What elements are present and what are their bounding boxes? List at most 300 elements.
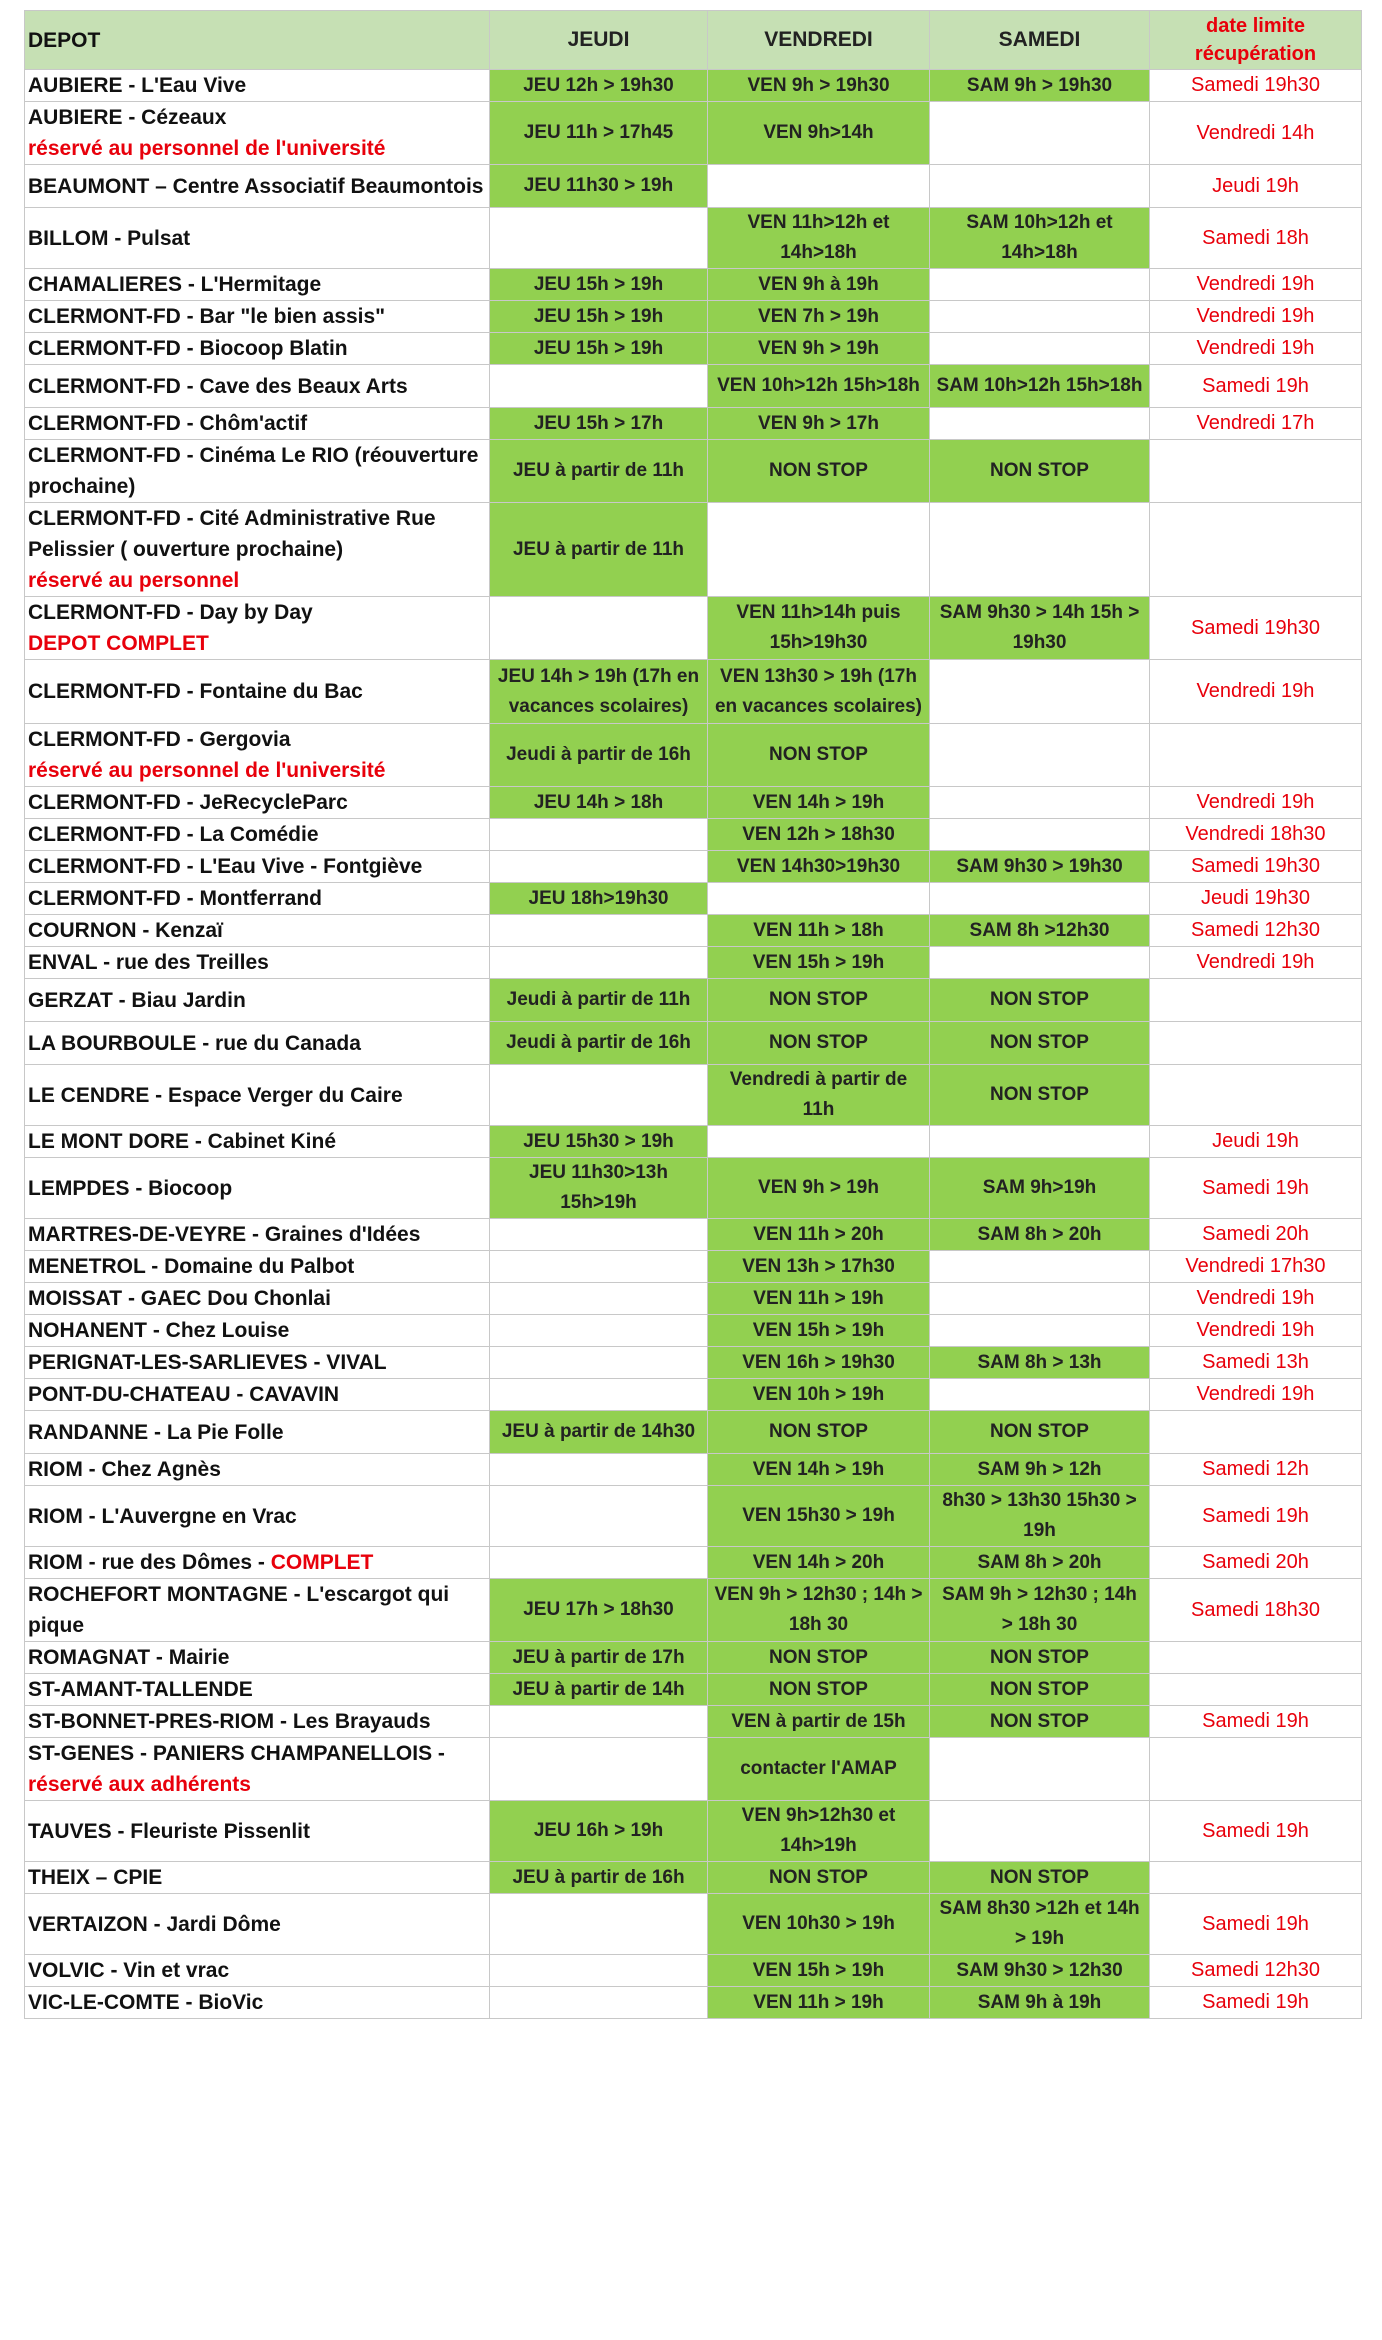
- vendredi-cell: VEN 11h > 20h: [708, 1219, 930, 1251]
- table-row: [25, 597, 1362, 660]
- samedi-cell: [930, 1126, 1150, 1158]
- depot-restriction-note: DEPOT COMPLET: [28, 632, 209, 655]
- depot-name-cell: [25, 1379, 490, 1411]
- jeudi-cell: JEU 14h > 19h (17h en vacances scolaires): [490, 660, 708, 724]
- samedi-cell: [930, 883, 1150, 915]
- date-limite-cell: Samedi 19h: [1150, 1894, 1362, 1955]
- samedi-cell: SAM 9h30 > 19h30: [930, 851, 1150, 883]
- samedi-cell: NON STOP: [930, 440, 1150, 503]
- date-limite-cell: Vendredi 19h: [1150, 1379, 1362, 1411]
- samedi-cell: [930, 947, 1150, 979]
- date-limite-cell: [1150, 503, 1362, 597]
- date-limite-cell: [1150, 1411, 1362, 1454]
- jeudi-cell: JEU 12h > 19h30: [490, 70, 708, 102]
- depot-name: CLERMONT-FD - Bar "le bien assis": [28, 305, 386, 328]
- date-limite-cell: Samedi 20h: [1150, 1547, 1362, 1579]
- vendredi-cell: NON STOP: [708, 1674, 930, 1706]
- depot-name-cell: [25, 269, 490, 301]
- depot-name: CLERMONT-FD - Cité Administrative Rue Pelissier ( ouverture prochaine): [28, 507, 436, 561]
- date-limite-cell: Samedi 19h: [1150, 1801, 1362, 1862]
- date-limite-cell: Vendredi 19h: [1150, 301, 1362, 333]
- vendredi-cell: contacter l'AMAP: [708, 1738, 930, 1801]
- jeudi-cell: JEU 15h30 > 19h: [490, 1126, 708, 1158]
- depot-name-cell: [25, 102, 490, 165]
- jeudi-cell: [490, 365, 708, 408]
- jeudi-cell: JEU 18h>19h30: [490, 883, 708, 915]
- depot-name-cell: [25, 1486, 490, 1547]
- depot-name-cell: [25, 1579, 490, 1642]
- jeudi-cell: JEU à partir de 14h30: [490, 1411, 708, 1454]
- vendredi-cell: VEN 16h > 19h30: [708, 1347, 930, 1379]
- samedi-cell: NON STOP: [930, 1642, 1150, 1674]
- date-limite-cell: Samedi 18h30: [1150, 1579, 1362, 1642]
- jeudi-cell: [490, 819, 708, 851]
- jeudi-cell: JEU à partir de 16h: [490, 1862, 708, 1894]
- vendredi-cell: VEN 9h > 19h30: [708, 70, 930, 102]
- table-row: [25, 1642, 1362, 1674]
- table-row: [25, 1547, 1362, 1579]
- table-row: [25, 1219, 1362, 1251]
- depot-restriction-note: réservé au personnel de l'université: [28, 137, 386, 160]
- depot-name-cell: [25, 1801, 490, 1862]
- depot-name: LA BOURBOULE - rue du Canada: [28, 1031, 361, 1055]
- table-row: [25, 70, 1362, 102]
- table-row: [25, 1486, 1362, 1547]
- samedi-cell: SAM 10h>12h 15h>18h: [930, 365, 1150, 408]
- samedi-cell: [930, 724, 1150, 787]
- depot-restriction-note: réservé aux adhérents: [28, 1773, 251, 1796]
- depot-name-cell: [25, 208, 490, 269]
- depot-name: COURNON - Kenzaï: [28, 919, 223, 942]
- date-limite-cell: Samedi 12h30: [1150, 1955, 1362, 1987]
- samedi-cell: [930, 660, 1150, 724]
- jeudi-cell: [490, 1894, 708, 1955]
- jeudi-cell: [490, 1486, 708, 1547]
- vendredi-cell: [708, 503, 930, 597]
- jeudi-cell: [490, 1955, 708, 1987]
- samedi-cell: [930, 503, 1150, 597]
- depot-name: CLERMONT-FD - Fontaine du Bac: [28, 680, 363, 703]
- table-row: [25, 1801, 1362, 1862]
- table-row: [25, 1315, 1362, 1347]
- vendredi-cell: VEN 9h > 19h: [708, 1158, 930, 1219]
- depot-name: ROMAGNAT - Mairie: [28, 1646, 230, 1669]
- date-limite-cell: [1150, 1738, 1362, 1801]
- jeudi-cell: [490, 1315, 708, 1347]
- jeudi-cell: JEU à partir de 11h: [490, 440, 708, 503]
- vendredi-cell: [708, 1126, 930, 1158]
- depot-name-cell: [25, 1158, 490, 1219]
- depot-name: CLERMONT-FD - Cinéma Le RIO (réouverture prochaine): [28, 444, 479, 498]
- depot-name-cell: [25, 1894, 490, 1955]
- table-row: [25, 1158, 1362, 1219]
- table-row: [25, 1454, 1362, 1486]
- vendredi-cell: VEN 9h à 19h: [708, 269, 930, 301]
- depot-name: VERTAIZON - Jardi Dôme: [28, 1912, 281, 1936]
- depot-name-cell: [25, 1738, 490, 1801]
- depot-name-cell: [25, 1219, 490, 1251]
- depot-name-cell: [25, 503, 490, 597]
- date-limite-cell: [1150, 1022, 1362, 1065]
- vendredi-cell: VEN 14h30>19h30: [708, 851, 930, 883]
- date-limite-cell: Vendredi 19h: [1150, 660, 1362, 724]
- depot-name-cell: [25, 1411, 490, 1454]
- table-row: [25, 440, 1362, 503]
- date-limite-cell: [1150, 979, 1362, 1022]
- table-row: [25, 1283, 1362, 1315]
- jeudi-cell: [490, 1738, 708, 1801]
- date-limite-cell: Vendredi 19h: [1150, 947, 1362, 979]
- vendredi-cell: VEN 9h>14h: [708, 102, 930, 165]
- vendredi-cell: VEN à partir de 15h: [708, 1706, 930, 1738]
- depot-name-cell: [25, 1347, 490, 1379]
- date-limite-cell: Vendredi 14h: [1150, 102, 1362, 165]
- table-row: [25, 1347, 1362, 1379]
- jeudi-cell: JEU 15h > 17h: [490, 408, 708, 440]
- depot-name-cell: [25, 1251, 490, 1283]
- header-vendredi: VENDREDI: [708, 11, 930, 70]
- samedi-cell: SAM 9h>19h: [930, 1158, 1150, 1219]
- vendredi-cell: VEN 12h > 18h30: [708, 819, 930, 851]
- depot-name-cell: [25, 1862, 490, 1894]
- table-row: [25, 102, 1362, 165]
- vendredi-cell: VEN 11h > 18h: [708, 915, 930, 947]
- samedi-cell: [930, 165, 1150, 208]
- samedi-cell: SAM 9h à 19h: [930, 1987, 1150, 2019]
- samedi-cell: SAM 8h >12h30: [930, 915, 1150, 947]
- table-row: [25, 1955, 1362, 1987]
- samedi-cell: NON STOP: [930, 1065, 1150, 1126]
- samedi-cell: SAM 9h > 19h30: [930, 70, 1150, 102]
- vendredi-cell: VEN 15h > 19h: [708, 947, 930, 979]
- depot-name-cell: [25, 1315, 490, 1347]
- depot-name: RIOM - Chez Agnès: [28, 1458, 221, 1481]
- depot-name-cell: [25, 1126, 490, 1158]
- date-limite-cell: [1150, 1642, 1362, 1674]
- samedi-cell: NON STOP: [930, 1022, 1150, 1065]
- jeudi-cell: [490, 1065, 708, 1126]
- depot-name-cell: [25, 787, 490, 819]
- depot-name: CLERMONT-FD - Biocoop Blatin: [28, 337, 348, 360]
- depot-name-cell: [25, 1987, 490, 2019]
- depot-name: RIOM - L'Auvergne en Vrac: [28, 1504, 297, 1528]
- depot-name-cell: [25, 1022, 490, 1065]
- samedi-cell: SAM 9h > 12h: [930, 1454, 1150, 1486]
- depot-name-cell: [25, 1065, 490, 1126]
- table-row: [25, 1065, 1362, 1126]
- samedi-cell: [930, 1801, 1150, 1862]
- jeudi-cell: Jeudi à partir de 16h: [490, 724, 708, 787]
- date-limite-cell: [1150, 1674, 1362, 1706]
- vendredi-cell: VEN 9h > 12h30 ; 14h > 18h 30: [708, 1579, 930, 1642]
- depot-name-cell: [25, 1706, 490, 1738]
- samedi-cell: [930, 269, 1150, 301]
- date-limite-cell: [1150, 1065, 1362, 1126]
- jeudi-cell: JEU 16h > 19h: [490, 1801, 708, 1862]
- jeudi-cell: [490, 947, 708, 979]
- depot-name-cell: [25, 440, 490, 503]
- vendredi-cell: [708, 165, 930, 208]
- vendredi-cell: VEN 7h > 19h: [708, 301, 930, 333]
- samedi-cell: NON STOP: [930, 1411, 1150, 1454]
- table-row: [25, 333, 1362, 365]
- depot-name-cell: [25, 1642, 490, 1674]
- date-limite-cell: Samedi 19h30: [1150, 597, 1362, 660]
- samedi-cell: SAM 9h30 > 12h30: [930, 1955, 1150, 1987]
- samedi-cell: [930, 1251, 1150, 1283]
- depot-name-cell: [25, 165, 490, 208]
- depot-name: PONT-DU-CHATEAU - CAVAVIN: [28, 1383, 340, 1406]
- header-jeudi: JEUDI: [490, 11, 708, 70]
- vendredi-cell: VEN 14h > 20h: [708, 1547, 930, 1579]
- date-limite-cell: Vendredi 19h: [1150, 1283, 1362, 1315]
- depot-name: AUBIERE - L'Eau Vive: [28, 74, 247, 97]
- jeudi-cell: [490, 1251, 708, 1283]
- header-samedi: SAMEDI: [930, 11, 1150, 70]
- vendredi-cell: NON STOP: [708, 1411, 930, 1454]
- depot-name-cell: [25, 851, 490, 883]
- samedi-cell: [930, 408, 1150, 440]
- table-row: [25, 1126, 1362, 1158]
- samedi-cell: 8h30 > 13h30 15h30 > 19h: [930, 1486, 1150, 1547]
- table-row: [25, 165, 1362, 208]
- depot-name: CLERMONT-FD - La Comédie: [28, 823, 319, 846]
- depot-restriction-note: réservé au personnel: [28, 569, 240, 592]
- depot-name: CLERMONT-FD - JeRecycleParc: [28, 791, 348, 814]
- samedi-cell: [930, 819, 1150, 851]
- date-limite-cell: Jeudi 19h: [1150, 165, 1362, 208]
- date-limite-cell: Vendredi 19h: [1150, 1315, 1362, 1347]
- jeudi-cell: [490, 851, 708, 883]
- jeudi-cell: JEU 15h > 19h: [490, 333, 708, 365]
- date-limite-cell: Jeudi 19h30: [1150, 883, 1362, 915]
- depot-name: RIOM - rue des Dômes -: [28, 1551, 271, 1574]
- vendredi-cell: VEN 15h30 > 19h: [708, 1486, 930, 1547]
- depot-name: ST-GENES - PANIERS CHAMPANELLOIS -: [28, 1742, 445, 1765]
- depot-name: CLERMONT-FD - Chôm'actif: [28, 412, 308, 435]
- date-limite-cell: [1150, 724, 1362, 787]
- depot-name: BEAUMONT – Centre Associatif Beaumontois: [28, 174, 484, 198]
- table-row: [25, 301, 1362, 333]
- jeudi-cell: JEU à partir de 14h: [490, 1674, 708, 1706]
- date-limite-cell: [1150, 440, 1362, 503]
- jeudi-cell: Jeudi à partir de 11h: [490, 979, 708, 1022]
- depot-name: ST-AMANT-TALLENDE: [28, 1678, 253, 1701]
- table-row: [25, 851, 1362, 883]
- date-limite-cell: Samedi 19h30: [1150, 70, 1362, 102]
- table-row: [25, 883, 1362, 915]
- samedi-cell: NON STOP: [930, 1862, 1150, 1894]
- date-limite-cell: Samedi 19h: [1150, 1706, 1362, 1738]
- depot-name: ENVAL - rue des Treilles: [28, 951, 269, 974]
- table-row: [25, 915, 1362, 947]
- table-row: [25, 1411, 1362, 1454]
- depot-name-cell: [25, 1547, 490, 1579]
- samedi-cell: NON STOP: [930, 979, 1150, 1022]
- date-limite-cell: Samedi 20h: [1150, 1219, 1362, 1251]
- jeudi-cell: JEU à partir de 11h: [490, 503, 708, 597]
- depot-name: CLERMONT-FD - Cave des Beaux Arts: [28, 374, 408, 398]
- vendredi-cell: NON STOP: [708, 979, 930, 1022]
- header-limit-line2: récupération: [1194, 43, 1317, 65]
- depot-name: LE CENDRE - Espace Verger du Caire: [28, 1083, 403, 1107]
- date-limite-cell: Samedi 19h: [1150, 1486, 1362, 1547]
- table-row: [25, 947, 1362, 979]
- depot-name: MARTRES-DE-VEYRE - Graines d'Idées: [28, 1223, 421, 1246]
- table-row: [25, 208, 1362, 269]
- depot-name: TAUVES - Fleuriste Pissenlit: [28, 1819, 311, 1843]
- depot-name: THEIX – CPIE: [28, 1866, 163, 1889]
- samedi-cell: SAM 10h>12h et 14h>18h: [930, 208, 1150, 269]
- depot-name-cell: [25, 597, 490, 660]
- table-row: [25, 408, 1362, 440]
- depot-name-cell: [25, 1283, 490, 1315]
- depot-name: LEMPDES - Biocoop: [28, 1176, 233, 1200]
- date-limite-cell: Samedi 19h: [1150, 1158, 1362, 1219]
- vendredi-cell: VEN 9h > 19h: [708, 333, 930, 365]
- table-row: [25, 1862, 1362, 1894]
- table-row: [25, 1674, 1362, 1706]
- depot-name: LE MONT DORE - Cabinet Kiné: [28, 1130, 337, 1153]
- vendredi-cell: [708, 883, 930, 915]
- vendredi-cell: VEN 11h > 19h: [708, 1283, 930, 1315]
- samedi-cell: NON STOP: [930, 1706, 1150, 1738]
- jeudi-cell: JEU 17h > 18h30: [490, 1579, 708, 1642]
- table-row: [25, 819, 1362, 851]
- date-limite-cell: Vendredi 17h: [1150, 408, 1362, 440]
- jeudi-cell: JEU 15h > 19h: [490, 269, 708, 301]
- date-limite-cell: Vendredi 17h30: [1150, 1251, 1362, 1283]
- vendredi-cell: VEN 14h > 19h: [708, 787, 930, 819]
- header-date-limite: [1150, 11, 1362, 70]
- depot-name-cell: [25, 365, 490, 408]
- depot-name: BILLOM - Pulsat: [28, 226, 191, 250]
- jeudi-cell: [490, 1987, 708, 2019]
- jeudi-cell: [490, 1547, 708, 1579]
- date-limite-cell: Jeudi 19h: [1150, 1126, 1362, 1158]
- depot-status-note: COMPLET: [270, 1551, 374, 1574]
- table-row: [25, 1738, 1362, 1801]
- samedi-cell: SAM 8h > 20h: [930, 1219, 1150, 1251]
- samedi-cell: [930, 301, 1150, 333]
- jeudi-cell: JEU 11h30>13h 15h>19h: [490, 1158, 708, 1219]
- vendredi-cell: NON STOP: [708, 1862, 930, 1894]
- jeudi-cell: JEU 11h > 17h45: [490, 102, 708, 165]
- depot-name: NOHANENT - Chez Louise: [28, 1319, 290, 1342]
- jeudi-cell: [490, 1379, 708, 1411]
- date-limite-cell: Vendredi 19h: [1150, 787, 1362, 819]
- date-limite-cell: Samedi 19h: [1150, 1987, 1362, 2019]
- jeudi-cell: JEU 15h > 19h: [490, 301, 708, 333]
- vendredi-cell: VEN 10h > 19h: [708, 1379, 930, 1411]
- vendredi-cell: NON STOP: [708, 1022, 930, 1065]
- vendredi-cell: VEN 11h > 19h: [708, 1987, 930, 2019]
- depot-name: CLERMONT-FD - Gergovia: [28, 728, 291, 751]
- jeudi-cell: [490, 1283, 708, 1315]
- table-row: [25, 1987, 1362, 2019]
- date-limite-cell: Samedi 12h: [1150, 1454, 1362, 1486]
- depot-name: MOISSAT - GAEC Dou Chonlai: [28, 1287, 331, 1310]
- samedi-cell: [930, 1315, 1150, 1347]
- date-limite-cell: Vendredi 19h: [1150, 333, 1362, 365]
- jeudi-cell: [490, 1454, 708, 1486]
- table-row: [25, 1379, 1362, 1411]
- samedi-cell: SAM 8h > 20h: [930, 1547, 1150, 1579]
- depot-name-cell: [25, 724, 490, 787]
- samedi-cell: SAM 9h30 > 14h 15h > 19h30: [930, 597, 1150, 660]
- depot-name: ROCHEFORT MONTAGNE - L'escargot qui pique: [28, 1583, 450, 1637]
- table-row: [25, 787, 1362, 819]
- depot-name-cell: [25, 408, 490, 440]
- vendredi-cell: VEN 15h > 19h: [708, 1315, 930, 1347]
- depot-name: ST-BONNET-PRES-RIOM - Les Brayauds: [28, 1710, 431, 1733]
- jeudi-cell: JEU 14h > 18h: [490, 787, 708, 819]
- depot-name: CLERMONT-FD - L'Eau Vive - Fontgiève: [28, 855, 423, 878]
- date-limite-cell: Samedi 19h: [1150, 365, 1362, 408]
- date-limite-cell: Samedi 12h30: [1150, 915, 1362, 947]
- vendredi-cell: NON STOP: [708, 724, 930, 787]
- vendredi-cell: VEN 15h > 19h: [708, 1955, 930, 1987]
- samedi-cell: SAM 9h > 12h30 ; 14h > 18h 30: [930, 1579, 1150, 1642]
- vendredi-cell: NON STOP: [708, 1642, 930, 1674]
- vendredi-cell: VEN 9h > 17h: [708, 408, 930, 440]
- table-row: [25, 1706, 1362, 1738]
- samedi-cell: [930, 1283, 1150, 1315]
- table-row: [25, 503, 1362, 597]
- vendredi-cell: Vendredi à partir de 11h: [708, 1065, 930, 1126]
- depot-name: CLERMONT-FD - Montferrand: [28, 887, 322, 910]
- depot-name-cell: [25, 819, 490, 851]
- samedi-cell: [930, 102, 1150, 165]
- samedi-cell: [930, 333, 1150, 365]
- vendredi-cell: VEN 11h>12h et 14h>18h: [708, 208, 930, 269]
- table-row: [25, 660, 1362, 724]
- samedi-cell: [930, 1379, 1150, 1411]
- header-depot: DEPOT: [25, 11, 490, 70]
- depot-name: VIC-LE-COMTE - BioVic: [28, 1991, 264, 2014]
- depot-name: PERIGNAT-LES-SARLIEVES - VIVAL: [28, 1351, 387, 1374]
- samedi-cell: [930, 787, 1150, 819]
- table-row: [25, 1251, 1362, 1283]
- date-limite-cell: Vendredi 18h30: [1150, 819, 1362, 851]
- depot-table: [24, 10, 1362, 2019]
- depot-name: MENETROL - Domaine du Palbot: [28, 1255, 355, 1278]
- table-row: [25, 269, 1362, 301]
- depot-name-cell: [25, 979, 490, 1022]
- vendredi-cell: VEN 14h > 19h: [708, 1454, 930, 1486]
- depot-name-cell: [25, 301, 490, 333]
- vendredi-cell: VEN 11h>14h puis 15h>19h30: [708, 597, 930, 660]
- vendredi-cell: VEN 10h30 > 19h: [708, 1894, 930, 1955]
- table-row: [25, 1894, 1362, 1955]
- depot-name: VOLVIC - Vin et vrac: [28, 1959, 230, 1982]
- depot-name-cell: [25, 915, 490, 947]
- depot-name-cell: [25, 883, 490, 915]
- depot-name: CHAMALIERES - L'Hermitage: [28, 273, 322, 296]
- jeudi-cell: Jeudi à partir de 16h: [490, 1022, 708, 1065]
- table-row: [25, 365, 1362, 408]
- jeudi-cell: [490, 915, 708, 947]
- table-row: [25, 1022, 1362, 1065]
- depot-schedule: [24, 10, 1362, 2019]
- jeudi-cell: [490, 597, 708, 660]
- vendredi-cell: VEN 9h>12h30 et 14h>19h: [708, 1801, 930, 1862]
- jeudi-cell: JEU 11h30 > 19h: [490, 165, 708, 208]
- samedi-cell: [930, 1738, 1150, 1801]
- date-limite-cell: Vendredi 19h: [1150, 269, 1362, 301]
- jeudi-cell: [490, 1706, 708, 1738]
- depot-name-cell: [25, 947, 490, 979]
